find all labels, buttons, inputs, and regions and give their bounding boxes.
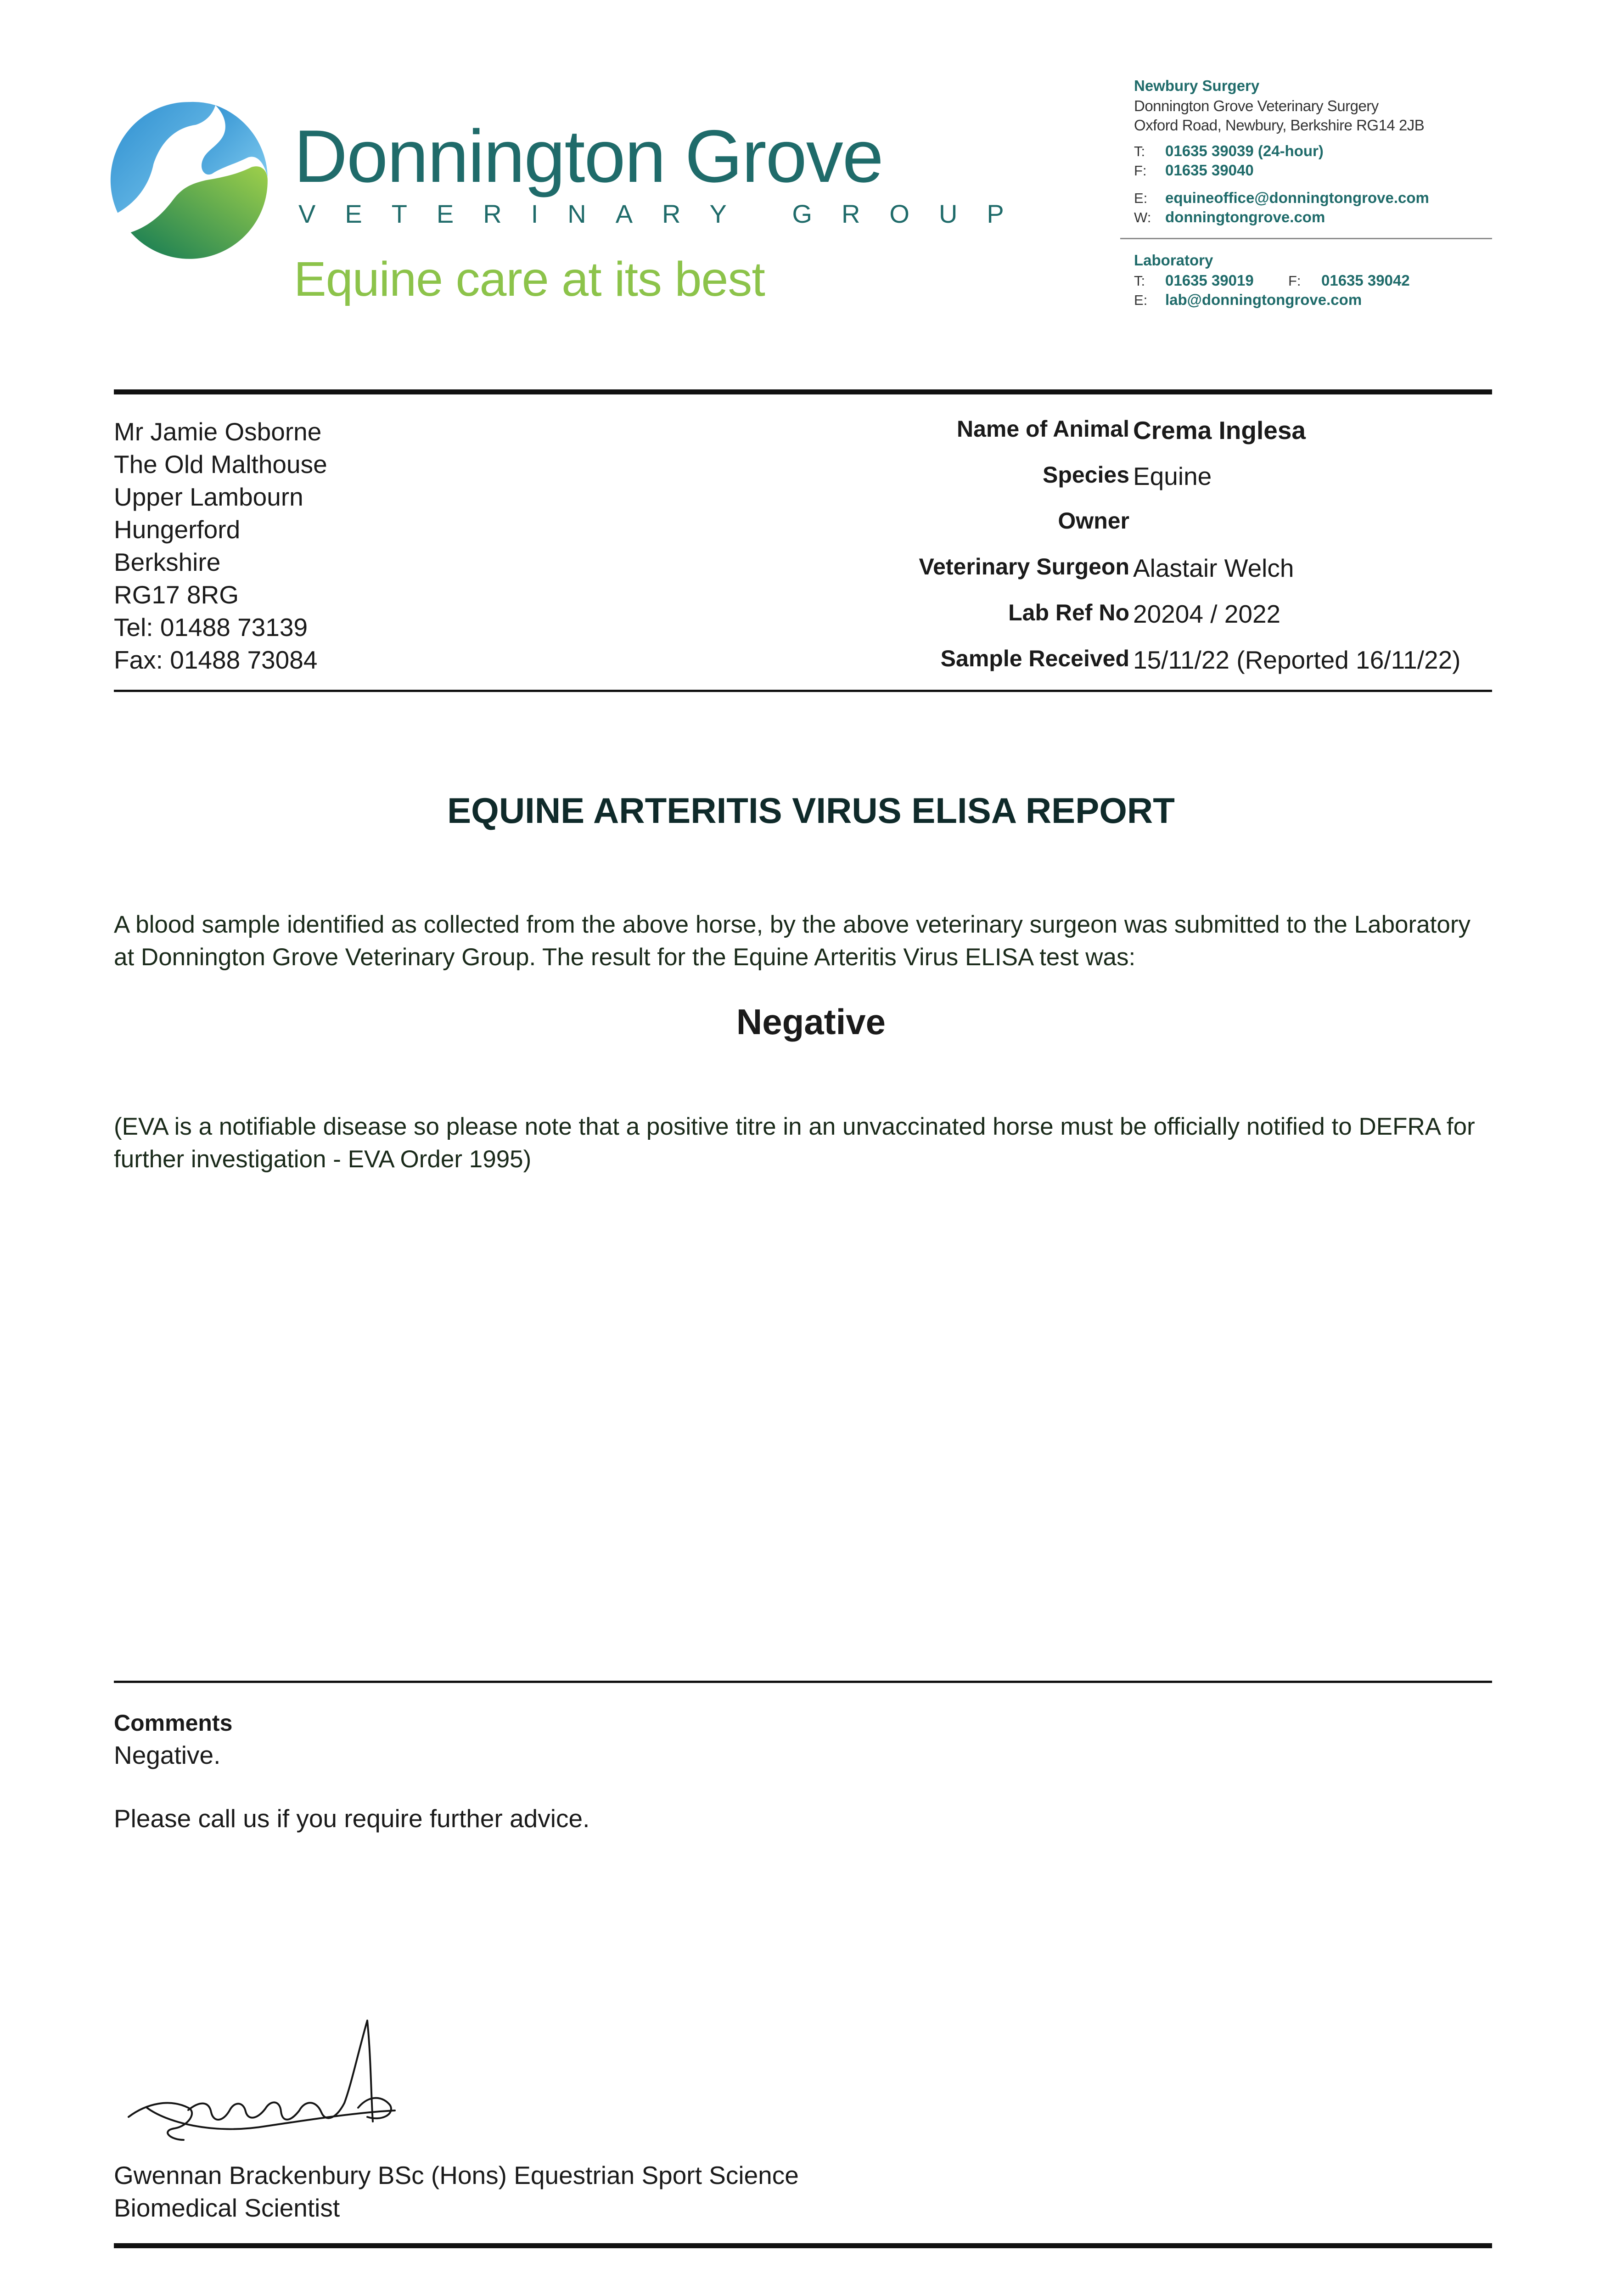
- detail-row-vet: [780, 553, 1497, 599]
- footer-divider: [114, 2243, 1492, 2248]
- test-result: Negative: [736, 1002, 886, 1042]
- surgery-fax: 01635 39040: [1165, 162, 1254, 179]
- advice-text: Please call us if you require further advice.: [114, 1804, 590, 1833]
- comments-divider: [114, 1681, 1492, 1683]
- lab-tel-label: T:: [1134, 273, 1145, 289]
- brand-tagline: Equine care at its best: [294, 252, 765, 306]
- horse-head-logo-icon: [108, 99, 271, 262]
- address-line: The Old Malthouse: [114, 450, 327, 478]
- report-intro: A blood sample identified as collected from the above horse, by the above veterinary surgeon was submitted to the Laboratory at Donnington Grove Veterinary Group. The result for the Equine Arteritis Virus ELISA test was:: [114, 911, 1471, 971]
- vet-surgeon-value: Alastair Welch: [1133, 554, 1294, 582]
- address-line: RG17 8RG: [114, 580, 239, 609]
- detail-row-labref: [780, 599, 1497, 645]
- lab-heading: Laboratory: [1134, 252, 1213, 269]
- address-line: Hungerford: [114, 515, 241, 544]
- email-label: E:: [1134, 190, 1148, 206]
- report-title: EQUINE ARTERITIS VIRUS ELISA REPORT: [447, 790, 1175, 831]
- surgery-email-link[interactable]: equineoffice@donningtongrove.com: [1165, 189, 1429, 206]
- recipient-address: [114, 416, 327, 676]
- web-label: W:: [1134, 209, 1151, 225]
- detail-row-species: [780, 461, 1497, 507]
- details-divider: [114, 690, 1492, 692]
- detail-row-owner: [780, 507, 1497, 553]
- lab-fax-label: F:: [1288, 273, 1301, 289]
- detail-row-animal: [780, 416, 1497, 461]
- lab-email-link[interactable]: lab@donningtongrove.com: [1165, 291, 1362, 308]
- brand-subtitle: VETERINARY GROUP: [298, 199, 1033, 228]
- animal-name: Crema Inglesa: [1133, 416, 1306, 445]
- tel-label: T:: [1134, 143, 1145, 159]
- header-divider: [114, 389, 1492, 394]
- contact-divider: [1120, 238, 1492, 239]
- detail-label: Owner: [1058, 508, 1129, 534]
- species-value: Equine: [1133, 462, 1212, 490]
- sample-details: [780, 416, 1497, 691]
- brand-name: Donnington Grove: [294, 115, 883, 198]
- lab-phone[interactable]: 01635 39019: [1165, 272, 1254, 289]
- comments-text: Negative.: [114, 1741, 221, 1769]
- lab-ref-value: 20204 / 2022: [1133, 600, 1281, 628]
- sample-received-value: 15/11/22 (Reported 16/11/22): [1133, 646, 1461, 674]
- address-phone: Tel: 01488 73139: [114, 613, 308, 642]
- lab-fax: 01635 39042: [1321, 272, 1410, 289]
- website-link[interactable]: donningtongrove.com: [1165, 208, 1325, 225]
- detail-label: Lab Ref No: [1008, 600, 1129, 625]
- address-fax: Fax: 01488 73084: [114, 646, 318, 674]
- detail-row-received: [780, 645, 1497, 691]
- surgery-phone[interactable]: 01635 39039 (24-hour): [1165, 142, 1324, 159]
- address-line: Mr Jamie Osborne: [114, 417, 322, 446]
- report-note: (EVA is a notifiable disease so please note that a positive titre in an unvaccinated horse must be officially notified to DEFRA for further investigation - EVA Order 1995): [114, 1113, 1475, 1173]
- comments-label: Comments: [114, 1710, 233, 1736]
- detail-label: Name of Animal: [956, 416, 1129, 442]
- detail-label: Sample Received: [940, 646, 1129, 671]
- address-line: Berkshire: [114, 548, 221, 576]
- signer-name: Gwennan Brackenbury BSc (Hons) Equestrian Sport Science: [114, 2161, 799, 2189]
- detail-label: Veterinary Surgeon: [919, 554, 1129, 580]
- surgery-address: Oxford Road, Newbury, Berkshire RG14 2JB: [1134, 117, 1425, 134]
- handwritten-signature: [119, 2002, 404, 2158]
- surgery-heading: Newbury Surgery: [1134, 77, 1260, 94]
- lab-email-label: E:: [1134, 292, 1148, 308]
- signer-title: Biomedical Scientist: [114, 2194, 340, 2222]
- detail-label: Species: [1042, 462, 1129, 488]
- address-line: Upper Lambourn: [114, 483, 303, 511]
- surgery-name: Donnington Grove Veterinary Surgery: [1134, 97, 1379, 114]
- fax-label: F:: [1134, 163, 1147, 179]
